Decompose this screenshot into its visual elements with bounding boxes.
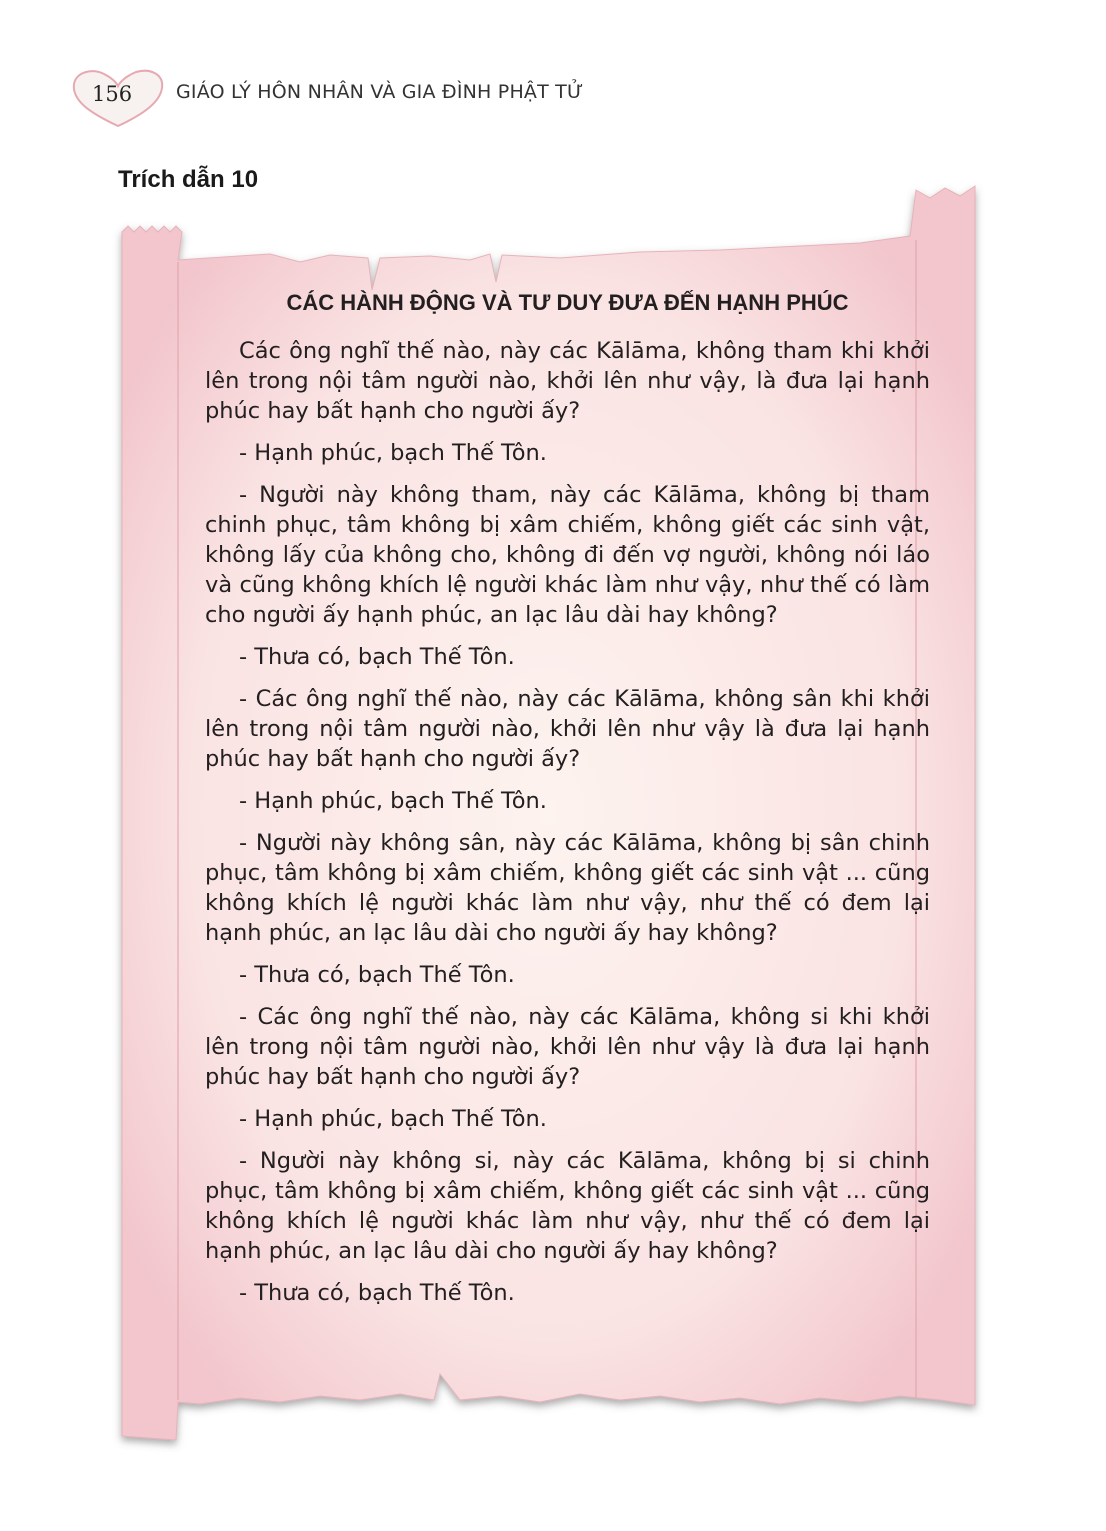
paragraph: - Thưa có, bạch Thế Tôn. [239,962,515,988]
paragraph: Các ông nghĩ thế nào, này các Kālāma, không tham khi khởi lên trong nội tâm người nào, khởi lên như vậy, là đưa lại hạnh phúc hay bất hạnh cho người ấy? [205,338,930,424]
paragraph: - Người này không tham, này các Kālāma, không bị tham chinh phục, tâm không bị xâm chiếm, không giết các sinh vật, không lấy của không cho, không đi đến vợ người, không nói láo và cũng không khích lệ người khác làm như vậy, như thế có làm cho người ấy hạnh phúc, an lạc lâu dài hay không? [205,482,930,628]
paragraph: - Các ông nghĩ thế nào, này các Kālāma, không sân khi khởi lên trong nội tâm người nào, khởi lên như vậy là đưa lại hạnh phúc hay bất hạnh cho người ấy? [205,686,930,772]
paragraph: - Người này không si, này các Kālāma, không bị si chinh phục, tâm không bị xâm chiếm, không giết các sinh vật ... cũng không khích lệ người khác làm như vậy, như thế có đem lại hạnh phúc, an lạc lâu dài cho người ấy hay không? [205,1148,930,1264]
section-title: Trích dẫn 10 [118,166,259,193]
paragraph: - Hạnh phúc, bạch Thế Tôn. [239,788,547,814]
scroll-title: CÁC HÀNH ĐỘNG VÀ TƯ DUY ĐƯA ĐẾN HẠNH PHÚC [286,290,849,315]
paragraph: - Các ông nghĩ thế nào, này các Kālāma, không si khi khởi lên trong nội tâm người nào, khởi lên như vậy là đưa lại hạnh phúc hay bất hạnh cho người ấy? [205,1004,930,1090]
scroll-body [205,336,930,1320]
paragraph: - Thưa có, bạch Thế Tôn. [239,1280,515,1306]
paragraph: - Hạnh phúc, bạch Thế Tôn. [239,1106,547,1132]
paragraph: - Người này không sân, này các Kālāma, không bị sân chinh phục, tâm không bị xâm chiếm, không giết các sinh vật ... cũng không khích lệ người khác làm như vậy, như thế có đem lại hạnh phúc, an lạc lâu dài cho người ấy hay không? [205,830,930,946]
paragraph: - Thưa có, bạch Thế Tôn. [239,644,515,670]
page-number: 156 [92,82,133,106]
running-header-title: GIÁO LÝ HÔN NHÂN VÀ GIA ĐÌNH PHẬT TỬ [176,81,584,103]
paragraph: - Hạnh phúc, bạch Thế Tôn. [239,440,547,466]
